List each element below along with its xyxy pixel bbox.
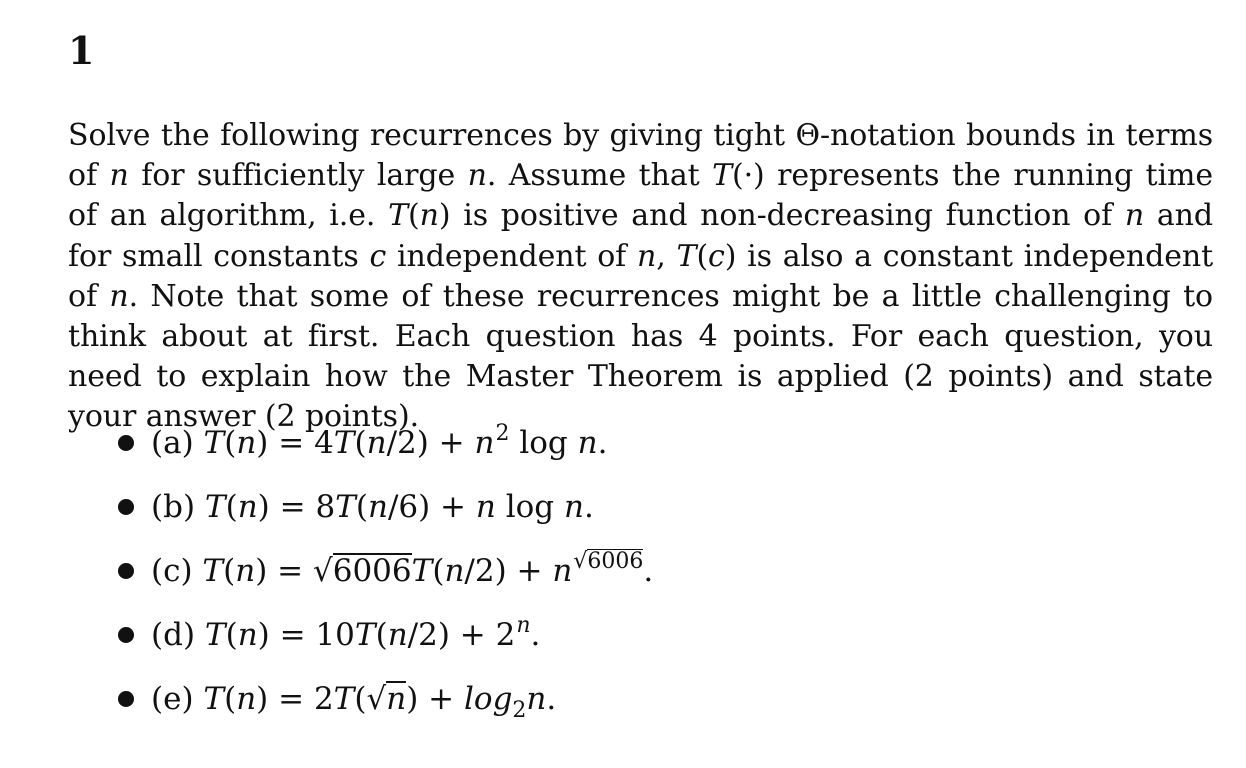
statement-text: (: [696, 238, 709, 274]
math-variable: n: [637, 238, 657, 274]
statement-text: for sufficiently large: [128, 158, 468, 194]
statement-text: the Master Theorem is applied (2 points) and state your answer (2 points).: [68, 359, 1213, 435]
statement-text: that some of these recurrences might be a little challenging to think about at: [68, 278, 1214, 355]
item-label: (e): [151, 681, 194, 717]
item-label: (d): [151, 617, 196, 653]
statement-text: ) is positive and non-decreasing function of: [438, 198, 1125, 234]
math-variable: n: [109, 158, 129, 194]
math-variable: n: [419, 198, 439, 234]
item-label: (c): [151, 553, 193, 589]
square-root-exponent: √6006: [573, 549, 644, 574]
radical-icon: √: [312, 553, 333, 589]
radical-icon: √: [366, 681, 387, 717]
recurrence-item-d: [111, 608, 1011, 672]
math-variable: n: [109, 278, 129, 314]
section-number: 1: [68, 28, 95, 73]
item-label: (b): [151, 489, 196, 525]
recurrence-formula: $T(n) = 10T(n/2) + 2^n$.: [204, 613, 541, 653]
bullet-icon: [118, 563, 134, 579]
math-variable: c: [369, 238, 387, 274]
statement-text: (·) represents the running time of an: [68, 158, 1213, 234]
problem-statement: [68, 116, 1213, 438]
math-variable: n: [1124, 198, 1145, 234]
recurrence-item-c: [111, 544, 1011, 608]
statement-text: Solve the following recurrences by giving tight Θ-notation bounds in terms of: [68, 118, 1213, 194]
item-label: (a): [151, 425, 194, 461]
recurrence-item-e: [111, 672, 1011, 736]
statement-text: and for small: [68, 198, 1213, 274]
recurrence-formula: $T(n) = 2T(√n) + \log_2n$.: [203, 681, 556, 717]
statement-text: algorithm, i.e.: [159, 198, 389, 234]
recurrence-list: [111, 416, 1011, 736]
statement-text: . Note: [128, 278, 225, 314]
bullet-icon: [118, 499, 134, 515]
recurrence-formula: $T(n) = 4T(n/2) + n^2$ log n.: [203, 421, 608, 461]
math-function: T: [388, 198, 408, 234]
statement-text: independent of: [386, 238, 638, 274]
math-variable: n: [467, 158, 487, 194]
math-function: T: [676, 238, 697, 274]
math-variable: c: [708, 238, 725, 274]
square-root: √6006: [312, 553, 412, 589]
bullet-icon: [118, 435, 134, 451]
statement-text: ,: [656, 238, 677, 274]
recurrence-formula: T(n) = √6006T(n/2) + n√6006.: [202, 553, 653, 589]
recurrence-item-b: [111, 480, 1011, 544]
recurrence-item-a: [111, 416, 1011, 480]
bullet-icon: [118, 627, 134, 643]
math-function: T: [712, 158, 733, 194]
radical-icon: √: [573, 549, 588, 574]
square-root: √n: [366, 681, 407, 717]
statement-text: (: [408, 198, 420, 234]
recurrence-formula: T(n) = 8T(n/6) + n log n.: [204, 489, 594, 525]
statement-text: first. Each question has 4 points. For each question, you need to explain how: [68, 319, 1213, 395]
statement-text: constants: [213, 238, 370, 274]
statement-text: ) is also a constant independent of: [68, 238, 1214, 314]
bullet-icon: [118, 691, 134, 707]
statement-text: . Assume that: [486, 158, 713, 194]
